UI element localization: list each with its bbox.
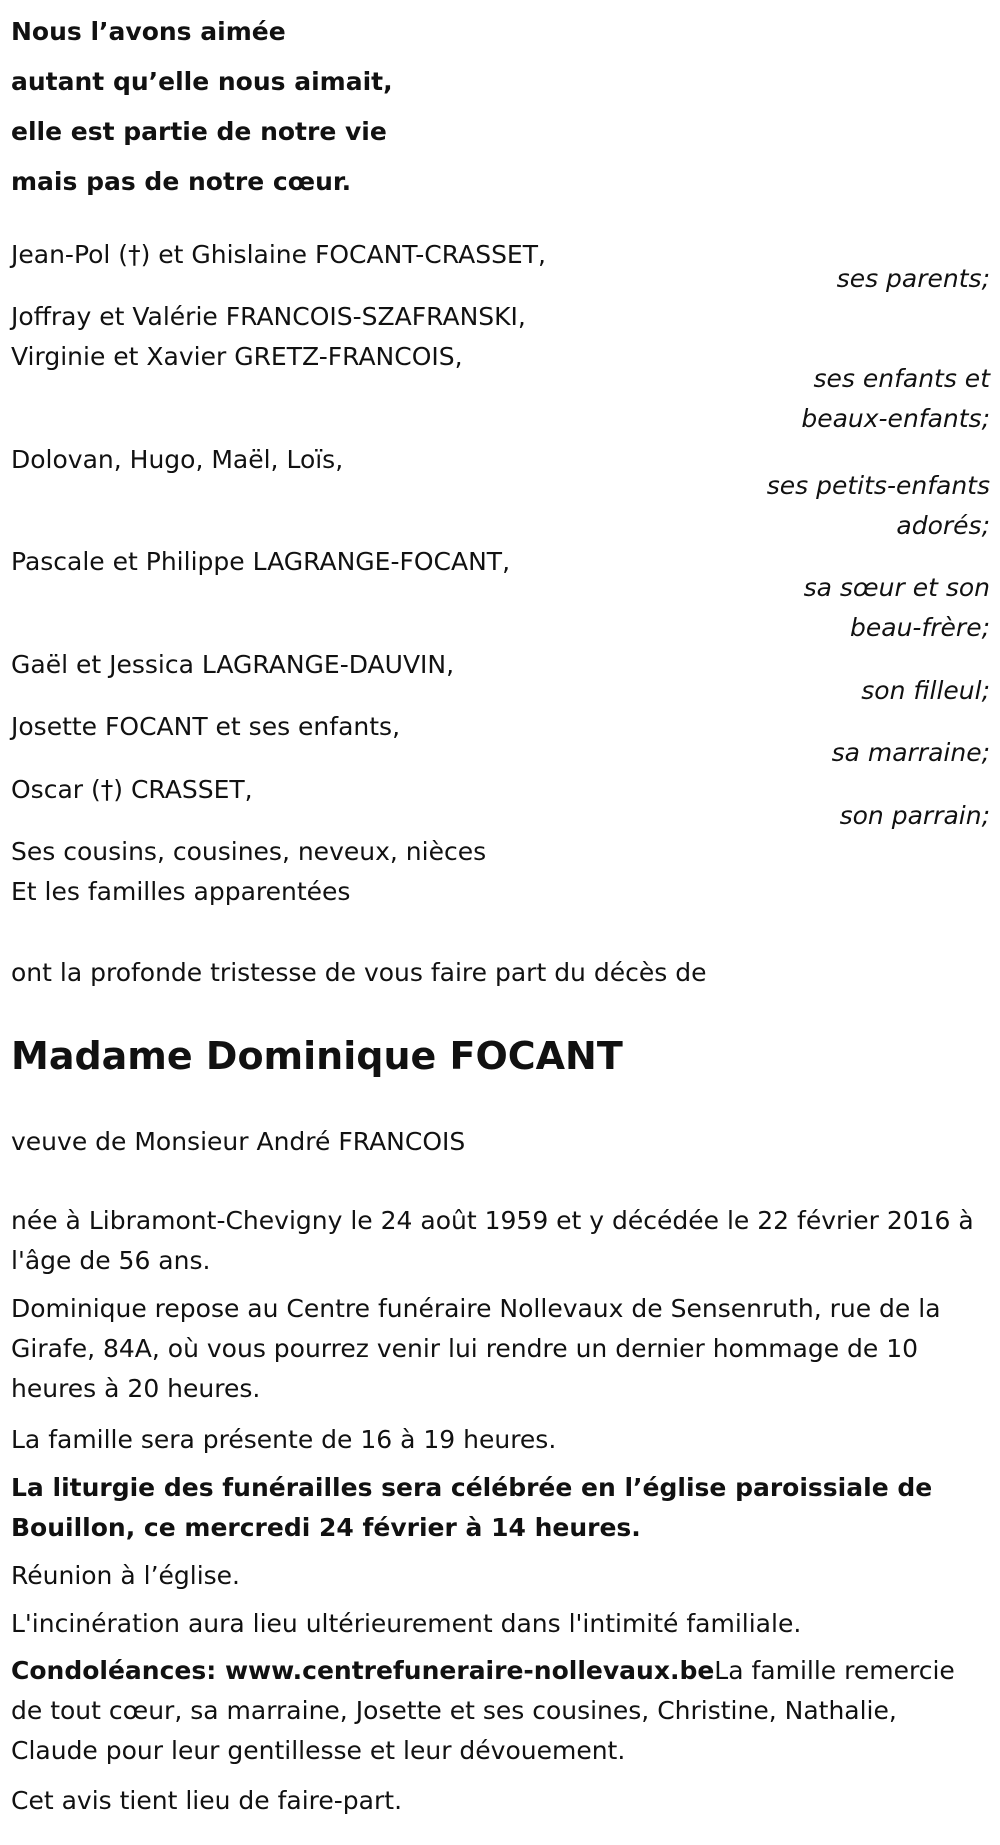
family-row-sister — [11, 542, 990, 642]
condolences-paragraph — [11, 1651, 990, 1771]
family-relation: ses parents; — [836, 264, 990, 293]
extended-family-line: Ses cousins, cousines, neveux, nièces — [11, 837, 487, 866]
family-row-grandchildren — [11, 440, 990, 540]
family-relation: son parrain; — [839, 801, 990, 830]
meeting-text: Réunion à l’église. — [11, 1561, 241, 1590]
deceased-name: Madame Dominique FOCANT — [11, 1034, 623, 1078]
family-names: Pascale et Philippe LAGRANGE-FOCANT, — [11, 547, 511, 576]
family-names: Gaël et Jessica LAGRANGE-DAUVIN, — [11, 650, 455, 679]
liturgy-text: La liturgie des funérailles sera célébrée en l’église paroissiale de Bouillon, ce mercredi 24 février à 14 heures. — [11, 1473, 933, 1542]
family-names: Oscar (†) CRASSET, — [11, 775, 253, 804]
epigraph-line: mais pas de notre cœur. — [11, 167, 352, 196]
epigraph-line: Nous l’avons aimée — [11, 17, 286, 46]
family-row-godmother — [11, 707, 990, 767]
family-relation: sa marraine; — [831, 738, 990, 767]
epigraph — [11, 7, 393, 207]
family-row-godson — [11, 645, 990, 705]
family-names: Virginie et Xavier GRETZ-FRANCOIS, — [11, 342, 463, 371]
epigraph-line: autant qu’elle nous aimait, — [11, 67, 393, 96]
family-names: Joffray et Valérie FRANCOIS-SZAFRANSKI, — [11, 302, 526, 331]
family-relation: son filleul; — [861, 676, 990, 705]
family-relation: ses enfants et — [813, 364, 990, 393]
family-row-parents — [11, 235, 990, 293]
family-relation: ses petits-enfants — [766, 471, 990, 500]
closing-text: Cet avis tient lieu de faire-part. — [11, 1786, 403, 1815]
family-presence-text: La famille sera présente de 16 à 19 heures. — [11, 1425, 557, 1454]
cremation-text: L'incinération aura lieu ultérieurement dans l'intimité familiale. — [11, 1609, 802, 1638]
announcement-text: ont la profonde tristesse de vous faire part du décès de — [11, 958, 707, 987]
family-row-children — [11, 297, 990, 433]
widow-of-text: veuve de Monsieur André FRANCOIS — [11, 1127, 466, 1156]
family-relation: beau-frère; — [850, 613, 990, 642]
family-relation: sa sœur et son — [803, 573, 990, 602]
condolences-link[interactable]: Condoléances: www.centrefuneraire-nollevaux.be — [11, 1656, 715, 1685]
family-names: Dolovan, Hugo, Maël, Loïs, — [11, 445, 344, 474]
family-names: Jean-Pol (†) et Ghislaine FOCANT-CRASSET, — [11, 240, 546, 269]
extended-family-line: Et les familles apparentées — [11, 877, 351, 906]
viewing-text: Dominique repose au Centre funéraire Nollevaux de Sensenruth, rue de la Girafe, 84A, où vous pourrez venir lui rendre un dernier hommage de 10 heures à 20 heures. — [11, 1294, 941, 1403]
birth-death-text: née à Libramont-Chevigny le 24 août 1959 et y décédée le 22 février 2016 à l'âge de 56 ans. — [11, 1206, 974, 1275]
extended-family — [11, 832, 990, 912]
epigraph-line: elle est partie de notre vie — [11, 117, 387, 146]
thanks-text: La famille remercie de tout cœur, sa marraine, Josette et ses cousines, Christine, Nathalie, Claude pour leur gentillesse et leur dévouement. — [11, 1656, 955, 1765]
family-relation: beaux-enfants; — [801, 404, 990, 433]
family-names: Josette FOCANT et ses enfants, — [11, 712, 401, 741]
family-relation: adorés; — [896, 511, 990, 540]
family-row-godfather — [11, 770, 990, 830]
